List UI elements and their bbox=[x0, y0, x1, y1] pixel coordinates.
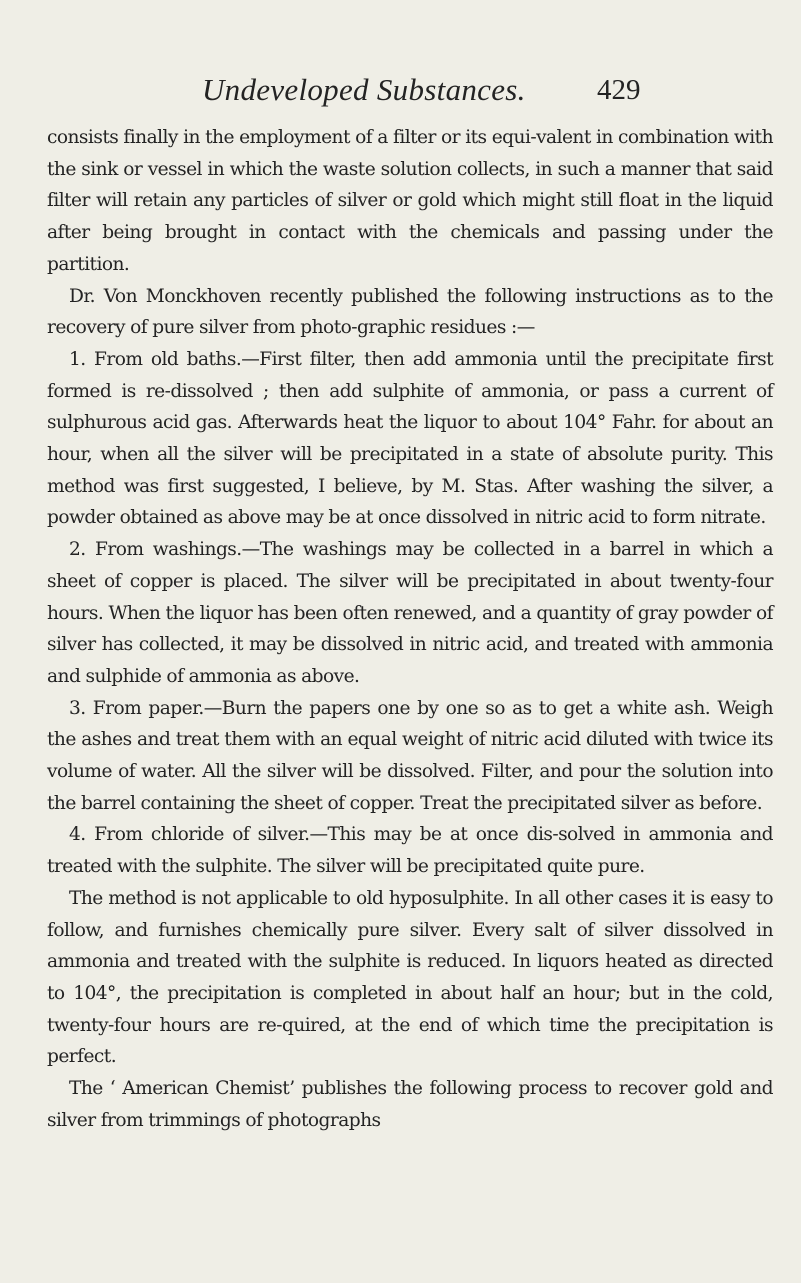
running-title: Undeveloped Substances. bbox=[202, 72, 526, 107]
paragraph: 2. From washings.—The washings may be collected in a barrel in which a sheet of copper is placed. The silver will be precipitated in about twenty-four hours. When the liquor has been often renewed, and a quantity of gray powder of silver has collected, it may be dissolved in nitric acid, and treated with ammonia and sulphide of ammonia as above. bbox=[47, 539, 773, 687]
paragraph: The method is not applicable to old hyposulphite. In all other cases it is easy to follow, and furnishes chemically pure silver. Every salt of silver dissolved in ammonia and treated with the sulphite is reduced. In liquors heated as directed to 104°, the precipitation is completed in about half an hour; but in the cold, twenty-four hours are re-quired, at the end of which time the precipitation is perfect. bbox=[47, 887, 773, 1068]
body-text bbox=[47, 122, 773, 1137]
paragraph: consists finally in the employment of a filter or its equi-valent in combination with the sink or vessel in which the waste solution collects, in such a manner that said filter will retain any particles of silver or gold which might still float in the liquid after being brought in contact with the chemicals and passing under the partition. bbox=[47, 127, 773, 275]
paragraph: 4. From chloride of silver.—This may be at once dis-solved in ammonia and treated with the sulphite. The silver will be precipitated quite pure. bbox=[47, 824, 773, 878]
paragraph: 1. From old baths.—First filter, then add ammonia until the precipitate first formed is re-dissolved ; then add sulphite of ammonia, or pass a current of sulphurous acid gas. Afterwards heat the liquor to about 104° Fahr. for about an hour, when all the silver will be precipitated in a state of absolute purity. This method was first suggested, I believe, by M. Stas. After washing the silver, a powder obtained as above may be at once dissolved in nitric acid to form nitrate. bbox=[47, 348, 773, 529]
page-header bbox=[47, 72, 773, 122]
paragraph: The ‘ American Chemist’ publishes the following process to recover gold and silver from trimmings of photographs bbox=[47, 1078, 773, 1131]
paragraph: Dr. Von Monckhoven recently published the following instructions as to the recovery of pure silver from photo-graphic residues :— bbox=[47, 285, 773, 339]
paragraph: 3. From paper.—Burn the papers one by one so as to get a white ash. Weigh the ashes and treat them with an equal weight of nitric acid diluted with twice its volume of water. All the silver will be dissolved. Filter, and pour the solution into the barrel containing the sheet of copper. Treat the precipitated silver as before. bbox=[47, 697, 773, 814]
page-number: 429 bbox=[597, 74, 641, 106]
